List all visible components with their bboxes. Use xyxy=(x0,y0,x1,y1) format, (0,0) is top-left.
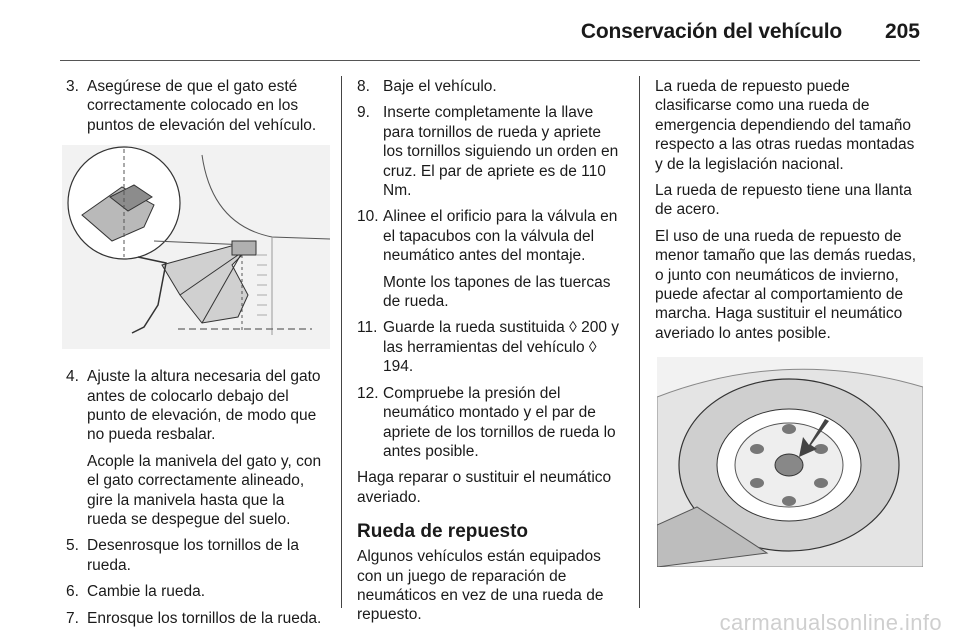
step-number: 8. xyxy=(357,78,370,95)
step-text: Monte los tapones de las tuercas de rueda. xyxy=(383,273,611,311)
column-2 xyxy=(357,77,623,632)
step-12 xyxy=(357,384,623,462)
spare-wheel-drawing xyxy=(657,357,923,567)
spare-wheel-illustration xyxy=(657,357,923,567)
header-rule xyxy=(60,60,920,61)
step-10 xyxy=(357,207,623,311)
step-number: 9. xyxy=(357,104,370,122)
step-text: Enrosque los tornillos de la rueda. xyxy=(87,609,322,627)
step-text: Baje el vehículo. xyxy=(383,78,497,95)
column-divider-1 xyxy=(341,76,342,608)
step-text: Cambie la rueda. xyxy=(87,583,206,601)
step-text: Inserte completamente la llave para tornillos de rueda y apriete los tornillos siguiendo un orden en cruz. El par de apriete es de 110 Nm. xyxy=(383,104,619,200)
step-number: 11. xyxy=(357,319,378,337)
paragraph: La rueda de repuesto puede clasificarse como una rueda de emergencia dependiendo del tamaño respecto a las otras ruedas montadas y de la legislación nacional. xyxy=(655,78,915,173)
column-divider-2 xyxy=(639,76,640,608)
step-number: 4. xyxy=(66,368,79,386)
paragraph: La rueda de repuesto tiene una llanta de acero. xyxy=(655,182,912,219)
watermark: carmanualsonline.info xyxy=(719,610,942,635)
step-11 xyxy=(357,318,623,376)
paragraph: El uso de una rueda de repuesto de menor tamaño que las demás ruedas, o junto con neumáticos de invierno, puede afectar al comportamiento de marcha. Haga sustituir el neumático averiado lo antes posible. xyxy=(655,227,917,342)
step-number: 10. xyxy=(357,208,379,226)
column-3 xyxy=(655,77,925,567)
jack-drawing xyxy=(62,145,330,349)
step-text: Compruebe la presión del neumático montado y el par de apriete de los tornillos de rueda lo antes posible. xyxy=(383,384,616,460)
step-number: 3. xyxy=(66,78,79,95)
page-number: 205 xyxy=(884,20,920,43)
step-4 xyxy=(66,367,328,529)
step-9 xyxy=(357,103,623,200)
step-7 xyxy=(66,609,328,628)
step-text: Acople la manivela del gato y, con el gato correctamente alineado, gire la manivela hasta que la rueda se despegue del suelo. xyxy=(87,452,322,529)
section-intro: Algunos vehículos están equipados con un juego de reparación de neumáticos en vez de una rueda de repuesto. xyxy=(357,548,604,624)
step-number: 5. xyxy=(66,537,79,555)
step-6 xyxy=(66,582,328,601)
page-title: Conservación del vehículo xyxy=(580,20,842,43)
closing-paragraph: Haga reparar o sustituir el neumático averiado. xyxy=(357,469,612,506)
section-heading: Rueda de repuesto xyxy=(357,521,529,543)
step-text: Alinee el orificio para la válvula en el tapacubos con la válvula del neumático antes del montaje. xyxy=(383,208,618,265)
step-text: Guarde la rueda sustituida ◊ 200 y las herramientas del vehículo ◊ 194. xyxy=(383,319,619,376)
step-number: 12. xyxy=(357,384,379,402)
column-1 xyxy=(66,77,328,635)
step-text: Asegúrese de que el gato esté correctamente colocado en los puntos de elevación del vehículo. xyxy=(87,78,317,134)
step-3 xyxy=(66,77,328,135)
step-5 xyxy=(66,536,328,575)
step-8 xyxy=(357,77,623,96)
step-number: 7. xyxy=(66,609,79,627)
jack-illustration xyxy=(62,145,330,349)
step-text: Desenrosque los tornillos de la rueda. xyxy=(87,537,299,574)
step-text: Ajuste la altura necesaria del gato antes de colocarlo debajo del punto de elevación, de modo que no pueda resbalar. xyxy=(87,368,321,444)
step-number: 6. xyxy=(66,583,79,601)
